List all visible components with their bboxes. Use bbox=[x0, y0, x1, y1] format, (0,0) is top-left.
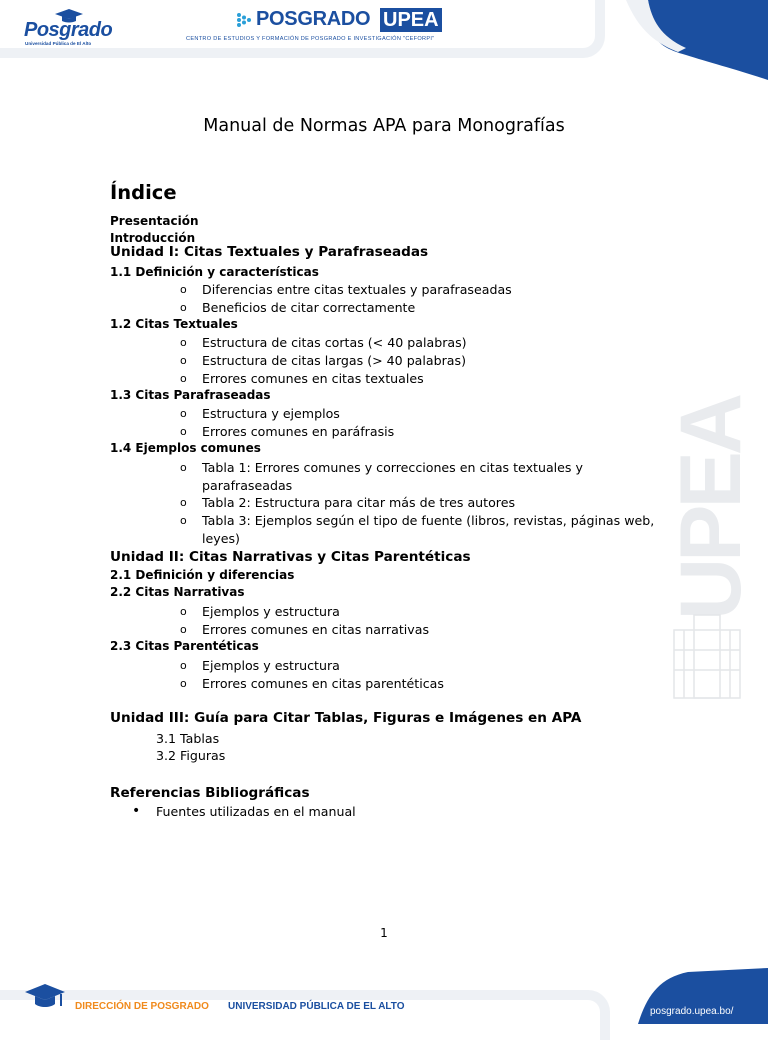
toc-line-text: Errores comunes en citas textuales bbox=[202, 371, 424, 386]
toc-line-bold bbox=[110, 568, 294, 582]
toc-line-sub bbox=[156, 731, 219, 746]
watermark-text: UPEA bbox=[663, 397, 759, 620]
toc-line-text: Unidad II: Citas Narrativas y Citas Parentéticas bbox=[110, 549, 471, 565]
toc-line-item bbox=[180, 512, 662, 548]
toc-line-bold bbox=[110, 265, 319, 279]
circle-bullet-icon: o bbox=[180, 677, 187, 690]
toc-line-unit bbox=[110, 549, 471, 565]
footer-university: UNIVERSIDAD PÚBLICA DE EL ALTO bbox=[228, 1001, 405, 1012]
toc-line-unit bbox=[110, 785, 310, 801]
footer-graduation-cap-icon bbox=[24, 982, 66, 1018]
toc-line-bold bbox=[110, 388, 271, 402]
toc-line-item bbox=[180, 603, 662, 621]
toc-line-text: 2.2 Citas Narrativas bbox=[110, 585, 245, 599]
toc-line-text: Referencias Bibliográficas bbox=[110, 785, 310, 801]
toc-line-item bbox=[180, 494, 662, 512]
toc-line-item bbox=[180, 370, 662, 388]
logo-main-name: POSGRADO bbox=[256, 8, 371, 30]
toc-line-text: 2.1 Definición y diferencias bbox=[110, 568, 295, 582]
toc-line-item bbox=[180, 423, 662, 441]
toc-line-text: Introducción bbox=[110, 231, 196, 245]
table-of-contents bbox=[110, 180, 670, 819]
dots-icon bbox=[236, 12, 254, 28]
toc-line-text: Errores comunes en citas narrativas bbox=[202, 622, 430, 637]
circle-bullet-icon: o bbox=[180, 283, 187, 296]
footer-direction: DIRECCIÓN DE POSGRADO bbox=[75, 1001, 209, 1012]
circle-bullet-icon: o bbox=[180, 496, 187, 509]
circle-bullet-icon: o bbox=[180, 372, 187, 385]
toc-heading: Índice bbox=[110, 181, 177, 204]
toc-line-bold bbox=[110, 585, 245, 599]
toc-line-text: Estructura de citas largas (> 40 palabras) bbox=[202, 353, 466, 368]
circle-bullet-icon: o bbox=[180, 461, 187, 474]
toc-line-item bbox=[180, 281, 662, 299]
toc-line-text: Unidad I: Citas Textuales y Parafraseadas bbox=[110, 244, 429, 260]
toc-line-text: Beneficios de citar correctamente bbox=[202, 300, 416, 315]
toc-line-text: 1.2 Citas Textuales bbox=[110, 317, 238, 331]
toc-line-text: Errores comunes en paráfrasis bbox=[202, 424, 395, 439]
toc-line-text: 1.4 Ejemplos comunes bbox=[110, 441, 261, 455]
dot-bullet-icon: • bbox=[132, 803, 141, 819]
toc-line-text: Errores comunes en citas parentéticas bbox=[202, 676, 444, 691]
toc-line-bold bbox=[110, 639, 259, 653]
center-subtitle: CENTRO DE ESTUDIOS Y FORMACIÓN DE POSGRADO E INVESTIGACIÓN "CEFORPI" bbox=[186, 36, 435, 42]
posgrado-logo bbox=[24, 8, 124, 48]
toc-line-text: Diferencias entre citas textuales y parafraseadas bbox=[202, 282, 512, 297]
footer-frame bbox=[0, 990, 610, 1040]
logo-left-word: Posgrado bbox=[24, 19, 113, 41]
toc-line-unit bbox=[110, 710, 581, 726]
toc-line-item bbox=[180, 299, 662, 317]
toc-line-text: Tabla 1: Errores comunes y correcciones en citas textuales y parafraseadas bbox=[202, 460, 583, 493]
header-blue-shape bbox=[608, 0, 768, 80]
toc-line-dot bbox=[132, 803, 356, 819]
toc-line-item bbox=[180, 621, 662, 639]
circle-bullet-icon: o bbox=[180, 514, 187, 527]
circle-bullet-icon: o bbox=[180, 354, 187, 367]
circle-bullet-icon: o bbox=[180, 623, 187, 636]
toc-line-text: Tabla 3: Ejemplos según el tipo de fuente (libros, revistas, páginas web, leyes) bbox=[202, 513, 655, 546]
toc-line-bold bbox=[110, 214, 199, 228]
toc-line-bold bbox=[110, 317, 238, 331]
toc-line-item bbox=[180, 657, 662, 675]
toc-line-text: 3.2 Figuras bbox=[156, 748, 226, 763]
toc-line-text: 3.1 Tablas bbox=[156, 731, 220, 746]
circle-bullet-icon: o bbox=[180, 336, 187, 349]
upea-watermark bbox=[663, 320, 759, 700]
toc-line-text: Fuentes utilizadas en el manual bbox=[156, 804, 356, 819]
circle-bullet-icon: o bbox=[180, 407, 187, 420]
toc-line-text: Unidad III: Guía para Citar Tablas, Figuras e Imágenes en APA bbox=[110, 710, 582, 726]
toc-line-text: 2.3 Citas Parentéticas bbox=[110, 639, 259, 653]
toc-line-item bbox=[180, 334, 662, 352]
toc-line-sub bbox=[156, 748, 225, 763]
toc-line-item bbox=[180, 352, 662, 370]
logo-left-subtitle: Universidad Pública de El Alto bbox=[25, 41, 92, 46]
toc-line-text: Estructura y ejemplos bbox=[202, 406, 340, 421]
footer-url-link[interactable]: posgrado.upea.bo/ bbox=[650, 1006, 734, 1017]
toc-line-text: Ejemplos y estructura bbox=[202, 658, 340, 673]
toc-line-unit bbox=[110, 244, 428, 260]
toc-line-text: Presentación bbox=[110, 214, 199, 228]
circle-bullet-icon: o bbox=[180, 301, 187, 314]
circle-bullet-icon: o bbox=[180, 659, 187, 672]
page-number: 1 bbox=[380, 926, 388, 940]
toc-line-text: Estructura de citas cortas (< 40 palabras) bbox=[202, 335, 467, 350]
circle-bullet-icon: o bbox=[180, 425, 187, 438]
toc-line-text: 1.1 Definición y características bbox=[110, 265, 319, 279]
toc-line-text: 1.3 Citas Parafraseadas bbox=[110, 388, 271, 402]
toc-line-bold bbox=[110, 441, 261, 455]
document-title: Manual de Normas APA para Monografías bbox=[203, 116, 565, 136]
toc-line-item bbox=[180, 405, 662, 423]
logo-main-tag: UPEA bbox=[380, 8, 442, 32]
toc-line-text: Tabla 2: Estructura para citar más de tres autores bbox=[202, 495, 516, 510]
toc-line-text: Ejemplos y estructura bbox=[202, 604, 340, 619]
toc-line-item bbox=[180, 675, 662, 693]
circle-bullet-icon: o bbox=[180, 605, 187, 618]
toc-line-bold bbox=[110, 231, 195, 245]
toc-line-item bbox=[180, 459, 662, 495]
